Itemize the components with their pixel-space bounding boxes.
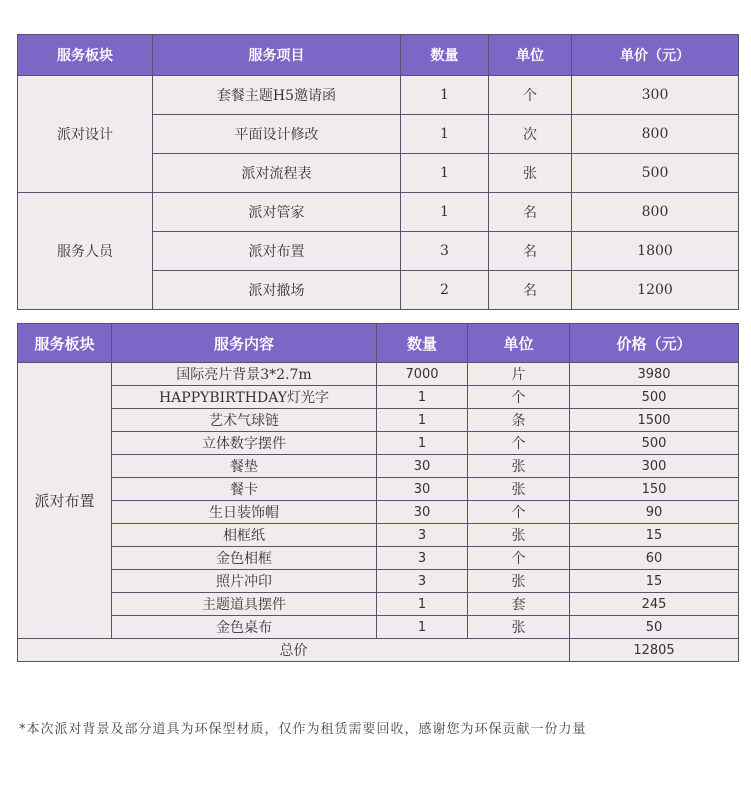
item-cell: 艺术气球链 <box>112 409 377 432</box>
header-unit: 单位 <box>468 324 570 363</box>
item-cell: 派对撤场 <box>153 271 401 310</box>
price-cell: 500 <box>570 432 739 455</box>
unit-cell: 套 <box>468 593 570 616</box>
table-header-row <box>18 35 739 76</box>
unit-cell: 次 <box>489 115 572 154</box>
unit-cell: 张 <box>489 154 572 193</box>
price-cell: 800 <box>572 115 739 154</box>
header-price: 单价（元） <box>572 35 739 76</box>
footnote: *本次派对背景及部分道具为环保型材质，仅作为租赁需要回收，感谢您为环保贡献一份力量 <box>19 722 587 737</box>
item-cell: HAPPYBIRTHDAY灯光字 <box>112 386 377 409</box>
unit-cell: 个 <box>468 547 570 570</box>
qty-cell: 3 <box>377 547 468 570</box>
unit-cell: 名 <box>489 232 572 271</box>
unit-cell: 张 <box>468 570 570 593</box>
price-cell: 15 <box>570 570 739 593</box>
price-cell: 500 <box>570 386 739 409</box>
table-row <box>18 455 739 478</box>
unit-cell: 名 <box>489 193 572 232</box>
item-cell: 金色相框 <box>112 547 377 570</box>
qty-cell: 1 <box>401 115 489 154</box>
qty-cell: 3 <box>377 524 468 547</box>
price-cell: 800 <box>572 193 739 232</box>
qty-cell: 1 <box>377 386 468 409</box>
qty-cell: 1 <box>401 193 489 232</box>
table-row <box>18 363 739 386</box>
unit-cell: 个 <box>468 501 570 524</box>
section-cell: 服务人员 <box>18 193 153 310</box>
qty-cell: 1 <box>401 76 489 115</box>
qty-cell: 1 <box>377 616 468 639</box>
table2-body <box>18 363 739 662</box>
price-cell: 500 <box>572 154 739 193</box>
price-cell: 15 <box>570 524 739 547</box>
item-cell: 派对流程表 <box>153 154 401 193</box>
unit-cell: 个 <box>468 386 570 409</box>
header-unit: 单位 <box>489 35 572 76</box>
total-row <box>18 639 739 662</box>
total-label: 总价 <box>18 639 570 662</box>
qty-cell: 30 <box>377 501 468 524</box>
unit-cell: 张 <box>468 524 570 547</box>
qty-cell: 1 <box>377 593 468 616</box>
item-cell: 餐垫 <box>112 455 377 478</box>
service-table-1 <box>17 34 739 310</box>
table-row <box>18 593 739 616</box>
qty-cell: 30 <box>377 455 468 478</box>
header-item: 服务内容 <box>112 324 377 363</box>
price-cell: 3980 <box>570 363 739 386</box>
item-cell: 派对管家 <box>153 193 401 232</box>
header-section: 服务板块 <box>18 324 112 363</box>
item-cell: 平面设计修改 <box>153 115 401 154</box>
item-cell: 国际亮片背景3*2.7m <box>112 363 377 386</box>
header-section: 服务板块 <box>18 35 153 76</box>
table-row <box>18 616 739 639</box>
header-price: 价格（元） <box>570 324 739 363</box>
unit-cell: 张 <box>468 455 570 478</box>
price-cell: 1800 <box>572 232 739 271</box>
table-row <box>18 570 739 593</box>
header-qty: 数量 <box>377 324 468 363</box>
qty-cell: 1 <box>377 409 468 432</box>
unit-cell: 张 <box>468 478 570 501</box>
unit-cell: 名 <box>489 271 572 310</box>
unit-cell: 个 <box>489 76 572 115</box>
qty-cell: 3 <box>377 570 468 593</box>
table-row <box>18 76 739 115</box>
table-header-row <box>18 324 739 363</box>
item-cell: 套餐主题H5邀请函 <box>153 76 401 115</box>
item-cell: 照片冲印 <box>112 570 377 593</box>
item-cell: 主题道具摆件 <box>112 593 377 616</box>
price-cell: 60 <box>570 547 739 570</box>
price-cell: 300 <box>570 455 739 478</box>
item-cell: 餐卡 <box>112 478 377 501</box>
table-row <box>18 409 739 432</box>
section-cell: 派对设计 <box>18 76 153 193</box>
unit-cell: 个 <box>468 432 570 455</box>
unit-cell: 片 <box>468 363 570 386</box>
header-item: 服务项目 <box>153 35 401 76</box>
item-cell: 金色桌布 <box>112 616 377 639</box>
qty-cell: 7000 <box>377 363 468 386</box>
table-row <box>18 478 739 501</box>
price-cell: 50 <box>570 616 739 639</box>
unit-cell: 张 <box>468 616 570 639</box>
table-row <box>18 386 739 409</box>
service-table-2 <box>17 323 739 662</box>
item-cell: 立体数字摆件 <box>112 432 377 455</box>
price-cell: 150 <box>570 478 739 501</box>
qty-cell: 1 <box>377 432 468 455</box>
section-cell: 派对布置 <box>18 363 112 639</box>
price-cell: 90 <box>570 501 739 524</box>
table-row <box>18 193 739 232</box>
unit-cell: 条 <box>468 409 570 432</box>
price-cell: 300 <box>572 76 739 115</box>
header-qty: 数量 <box>401 35 489 76</box>
table-row <box>18 432 739 455</box>
qty-cell: 1 <box>401 154 489 193</box>
total-value: 12805 <box>570 639 739 662</box>
item-cell: 生日装饰帽 <box>112 501 377 524</box>
qty-cell: 3 <box>401 232 489 271</box>
qty-cell: 30 <box>377 478 468 501</box>
table-row <box>18 547 739 570</box>
price-cell: 1200 <box>572 271 739 310</box>
price-cell: 1500 <box>570 409 739 432</box>
table-row <box>18 501 739 524</box>
price-cell: 245 <box>570 593 739 616</box>
item-cell: 相框纸 <box>112 524 377 547</box>
table-row <box>18 524 739 547</box>
item-cell: 派对布置 <box>153 232 401 271</box>
qty-cell: 2 <box>401 271 489 310</box>
